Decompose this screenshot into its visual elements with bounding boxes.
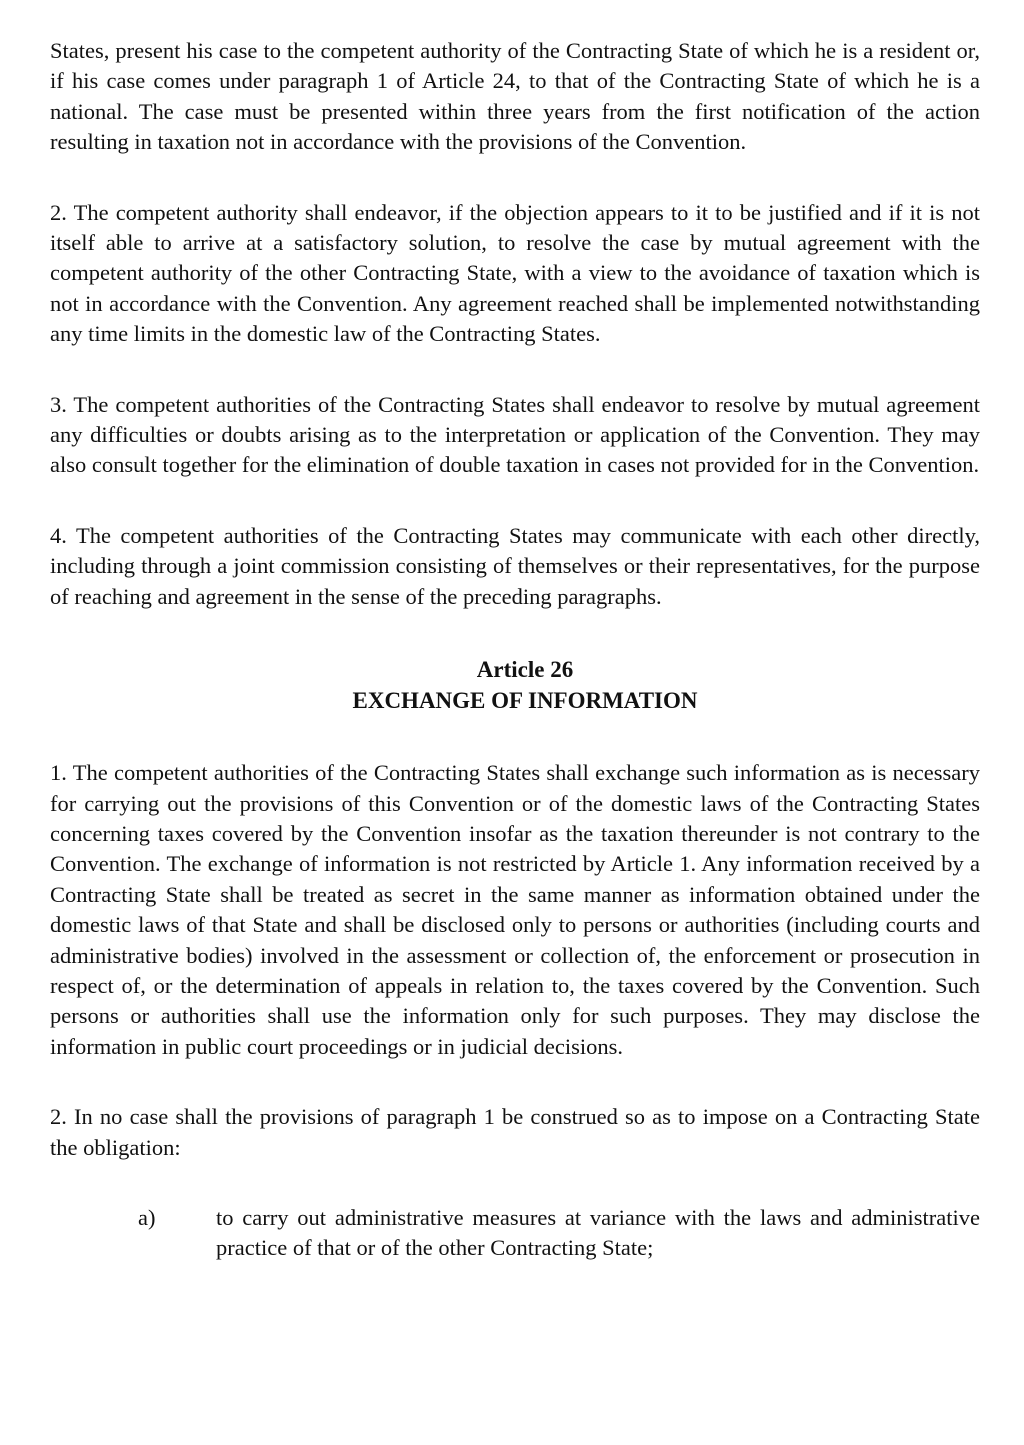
paragraph-3: 3. The competent authorities of the Contracting States shall endeavor to resolve by mutual agreement any difficulties or doubts arising as to the interpretation or application of the Convention. They may also consult together for the elimination of double taxation in cases not provided for in the Convention. (50, 391, 980, 478)
sub-item-text: to carry out administrative measures at variance with the laws and administrative practice of that or of the other Contracting State; (216, 1204, 980, 1261)
paragraph-continuation: States, present his case to the competent authority of the Contracting State of which he is a resident or, if his case comes under paragraph 1 of Article 24, to that of the Contracting State of which he is a national. The case must be presented within three years from the first notification of the action resulting in taxation not in accordance with the provisions of the Convention. (50, 38, 980, 155)
paragraph-4: 4. The competent authorities of the Contracting States may communicate with each other directly, including through a joint commission consisting of themselves or their representatives, for the purpose of reaching and agreement in the sense of the preceding paragraphs. (50, 522, 980, 609)
paragraph-2: 2. The competent authority shall endeavor, if the objection appears to it to be justified and if it is not itself able to arrive at a satisfactory solution, to resolve the case by mutual agreement with the competent authority of the other Contracting State, with a view to the avoidance of taxation which is not in accordance with the Convention. Any agreement reached shall be implemented notwithstanding any time limits in the domestic law of the Contracting States. (50, 199, 980, 347)
article-title: EXCHANGE OF INFORMATION (352, 688, 698, 714)
sub-item-a (138, 1203, 980, 1264)
article-26-paragraph-2: 2. In no case shall the provisions of paragraph 1 be construed so as to impose on a Contracting State the obligation: (50, 1104, 980, 1160)
article-26-paragraph-1: 1. The competent authorities of the Contracting States shall exchange such information as is necessary for carrying out the provisions of this Convention or of the domestic laws of the Contracting States concerning taxes covered by the Convention insofar as the taxation thereunder is not contrary to the Convention. The exchange of information is not restricted by Article 1. Any information received by a Contracting State shall be treated as secret in the same manner as information obtained under the domestic laws of that State and shall be disclosed only to persons or authorities (including courts and administrative bodies) involved in the assessment or collection of, the enforcement or prosecution in respect of, or the determination of appeals in relation to, the taxes covered by the Convention. Such persons or authorities shall use the information only for such purposes. They may disclose the information in public court proceedings or in judicial decisions. (50, 760, 980, 1059)
article-number: Article 26 (476, 657, 574, 683)
sub-item-label: a) (138, 1204, 156, 1230)
document-page (50, 36, 980, 1264)
